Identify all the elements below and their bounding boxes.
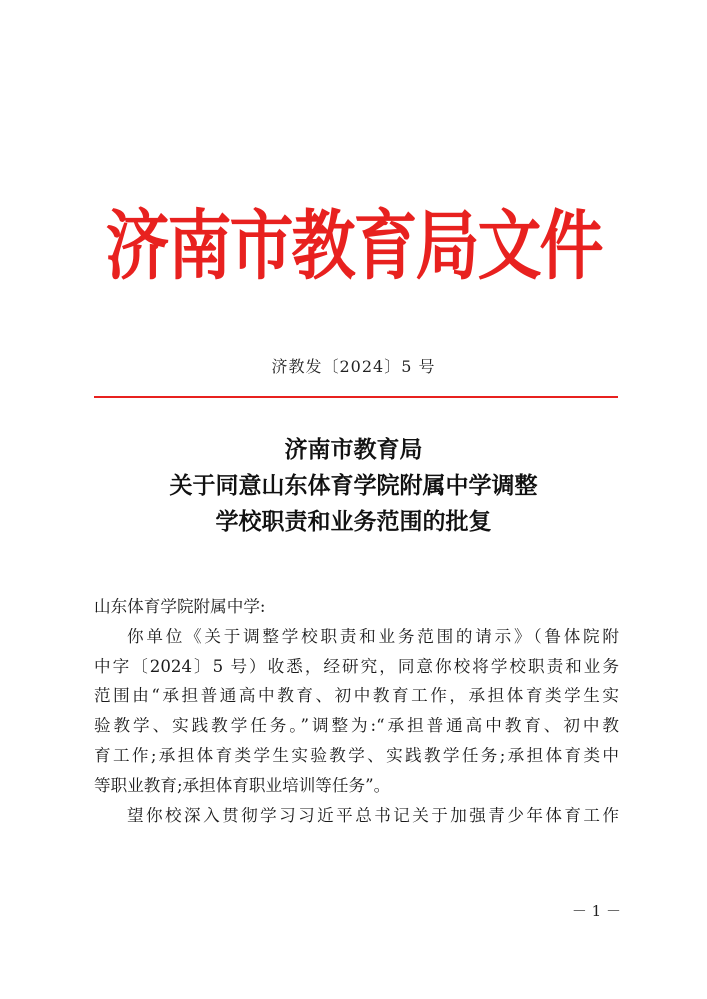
document-title	[0, 432, 707, 540]
agency-header-title: 济南市教育局文件	[105, 202, 602, 291]
paragraph-line: 范围由“承担普通高中教育、初中教育工作，承担体育类学生实	[94, 686, 619, 706]
title-line: 学校职责和业务范围的批复	[215, 508, 492, 535]
paragraph-line: 验教学、实践教学任务。”调整为:“承担普通高中教育、初中教	[94, 716, 619, 736]
page-number: － 1 －	[571, 902, 621, 920]
paragraph-line: 等职业教育;承担体育职业培训等任务”。	[94, 775, 391, 795]
paragraph-line: 你单位《关于调整学校职责和业务范围的请示》（鲁体院附	[127, 626, 619, 646]
paragraph-line: 望你校深入贯彻学习习近平总书记关于加强青少年体育工作	[127, 805, 619, 825]
red-separator-line	[94, 396, 618, 398]
document-number: 济教发〔2024〕5 号	[271, 357, 436, 376]
paragraph-line: 中字〔2024〕5 号）收悉，经研究，同意你校将学校职责和业务	[94, 656, 619, 676]
paragraph-line: 育工作;承担体育类学生实验教学、实践教学任务;承担体育类中	[94, 745, 619, 765]
title-line: 济南市教育局	[284, 436, 423, 463]
addressee: 山东体育学院附属中学:	[94, 597, 266, 616]
document-body	[94, 592, 619, 830]
title-line: 关于同意山东体育学院附属中学调整	[169, 472, 538, 499]
